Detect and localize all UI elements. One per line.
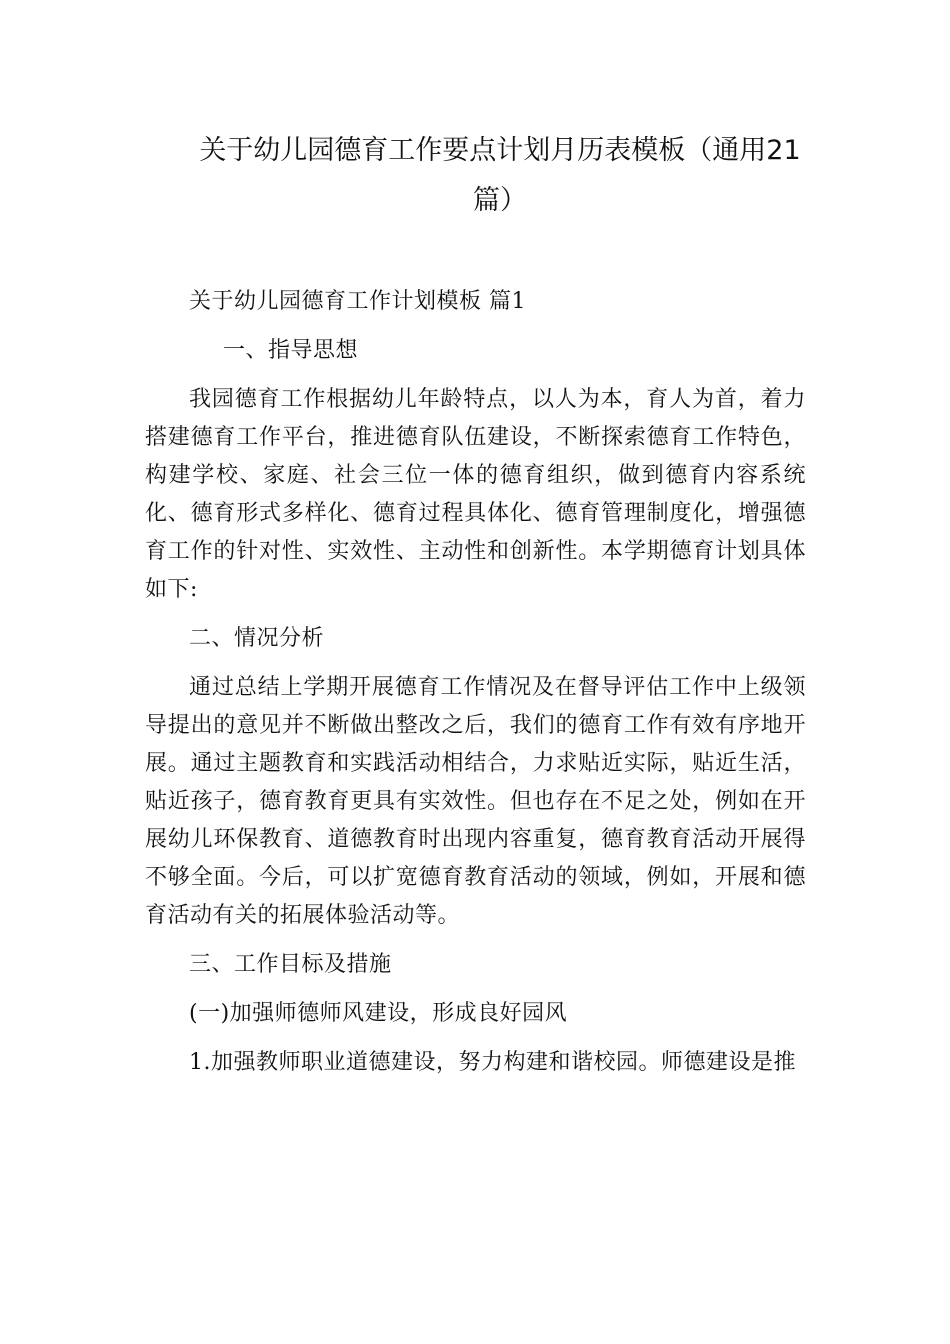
heading-guiding-ideology: 一、指导思想 (223, 338, 359, 363)
paragraph-situation-analysis: 通过总结上学期开展德育工作情况及在督导评估工作中上级领导提出的意见并不断做出整改之后，我们的德育工作有效有序地开展。通过主题教育和实践活动相结合，力求贴近实际，贴近生活，贴近孩子，德育教育更具有实效性。但也存在不足之处，例如在开展幼儿环保教育、道德教育时出现内容重复，德育教育活动开展得不够全面。今后，可以扩宽德育教育活动的领域，例如，开展和德育活动有关的拓展体验活动等。 (145, 675, 806, 928)
heading-situation-analysis: 二、情况分析 (189, 626, 325, 651)
title-line-2: 篇） (473, 185, 527, 216)
paragraph-guiding-ideology: 我园德育工作根据幼儿年龄特点，以人为本，育人为首，着力搭建德育工作平台，推进德育队伍建设，不断探索德育工作特色，构建学校、家庭、社会三位一体的德育组织，做到德育内容系统化、德育形式多样化、德育过程具体化、德育管理制度化，增强德育工作的针对性、实效性、主动性和创新性。本学期德育计划具体如下: (145, 387, 806, 602)
paragraph-item-1: 1.加强教师职业道德建设，努力构建和谐校园。师德建设是推 (189, 1050, 796, 1075)
document-body (145, 283, 806, 1093)
section-subtitle: 关于幼儿园德育工作计划模板 篇1 (189, 289, 526, 314)
document-title (150, 126, 850, 226)
heading-goals-measures: 三、工作目标及措施 (189, 952, 392, 977)
title-line-1: 关于幼儿园德育工作要点计划月历表模板（通用21 (199, 135, 801, 166)
heading-teacher-ethics: (一)加强师德师风建设，形成良好园风 (189, 1001, 568, 1026)
